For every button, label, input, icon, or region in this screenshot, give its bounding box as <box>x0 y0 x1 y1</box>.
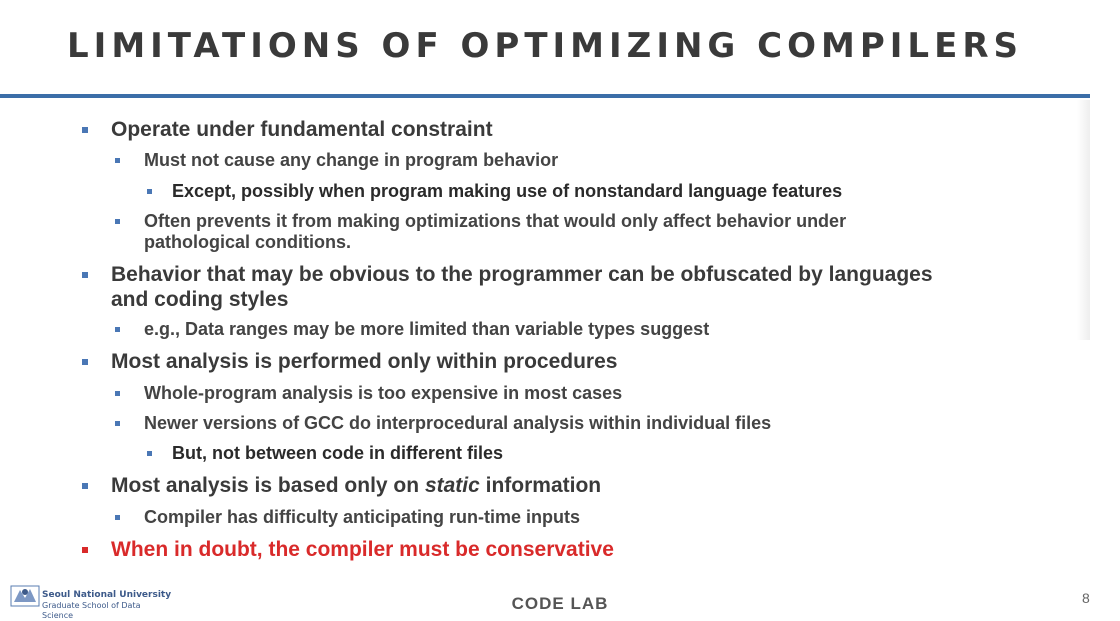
bullet-marker <box>115 515 120 520</box>
bullet-text: Whole-program analysis is too expensive in most cases <box>144 383 623 403</box>
bullet-marker <box>147 189 152 194</box>
bullet-text-line2: and coding styles <box>111 288 289 311</box>
bullet-marker <box>82 127 88 133</box>
bullet-item-prevents <box>144 211 846 253</box>
bullet-item-obfuscated <box>111 262 933 312</box>
bullet-marker <box>82 272 88 278</box>
bullet-text: Newer versions of GCC do interprocedural analysis within individual files <box>144 413 772 433</box>
bullet-marker <box>147 451 152 456</box>
page-number: 8 <box>1082 590 1090 606</box>
bullet-item-nonstandard <box>172 181 842 202</box>
bullet-text: But, not between code in different files <box>172 443 504 463</box>
bullet-marker <box>115 158 120 163</box>
bullet-text-line1: Behavior that may be obvious to the programmer can be obfuscated by languages <box>111 263 933 286</box>
bullet-text: Most analysis is performed only within procedures <box>111 350 618 373</box>
bullet-item-constraint <box>111 117 493 142</box>
bullet-item-no-change <box>144 150 558 171</box>
bullet-text: e.g., Data ranges may be more limited than variable types suggest <box>144 319 710 339</box>
bullet-text-before: Most analysis is based only on <box>111 474 425 497</box>
footer-school: Graduate School of Data Science <box>42 601 141 620</box>
title-divider <box>0 94 1090 98</box>
bullet-text: Must not cause any change in program behavior <box>144 150 559 170</box>
bullet-item-runtime-inputs <box>144 507 580 528</box>
bullet-text: Except, possibly when program making use of nonstandard language features <box>172 181 843 201</box>
bullet-marker <box>82 483 88 489</box>
bullet-marker <box>115 421 120 426</box>
bullet-item-different-files <box>172 443 503 464</box>
bullet-text-line2: pathological conditions. <box>144 232 351 252</box>
edge-shadow <box>1077 100 1090 340</box>
bullet-marker <box>115 219 120 224</box>
bullet-item-static <box>111 473 601 498</box>
slide-title: LIMITATIONS OF OPTIMIZING COMPILERS <box>67 26 1023 66</box>
footer-university: Seoul National University <box>42 590 172 600</box>
bullet-item-whole-program <box>144 383 622 404</box>
bullet-item-within-procedures <box>111 349 617 374</box>
bullet-marker <box>115 391 120 396</box>
bullet-text: When in doubt, the compiler must be conservative <box>111 538 614 561</box>
footer-lab-name: CODE LAB <box>511 594 609 613</box>
bullet-item-gcc <box>144 413 771 434</box>
bullet-text-after: information <box>479 474 602 497</box>
bullet-marker <box>82 547 88 553</box>
bullet-item-data-ranges <box>144 319 709 340</box>
bullet-marker <box>115 327 120 332</box>
bullet-text-emphasis: static <box>424 474 480 497</box>
bullet-text-line1: Often prevents it from making optimizations that would only affect behavior under <box>144 211 847 231</box>
bullet-item-conservative <box>111 537 614 562</box>
bullet-text: Operate under fundamental constraint <box>111 118 493 141</box>
bullet-marker <box>82 359 88 365</box>
bullet-text: Compiler has difficulty anticipating run-time inputs <box>144 507 581 527</box>
